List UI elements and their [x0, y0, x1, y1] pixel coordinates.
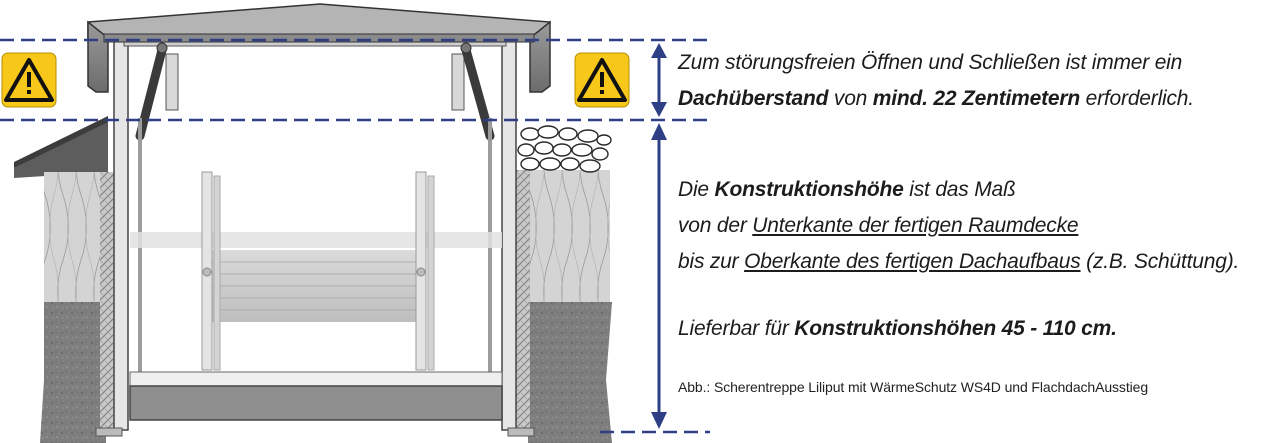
- left-wall-layer: [100, 172, 114, 434]
- bottom-frame-foot-left: [96, 428, 122, 436]
- right-frame-wall: [502, 38, 516, 430]
- bottom-frame-foot-right: [508, 428, 534, 436]
- left-gravel-base: [40, 302, 106, 443]
- note-overhang-line2: [678, 86, 1194, 112]
- scissor-stairs: [130, 172, 502, 370]
- figure-caption: Abb.: Scherentreppe Liliput mit WärmeSchutz WS4D und FlachdachAusstieg: [678, 379, 1149, 395]
- height-range-value: Konstruktionshöhen 45 - 110 cm.: [794, 317, 1117, 340]
- overhang-end-text: erforderlich.: [1080, 87, 1194, 110]
- right-gravel-base: [528, 302, 612, 443]
- overhang-min-value: mind. 22 Zentimetern: [872, 87, 1081, 110]
- right-gas-spring: [466, 50, 490, 136]
- arrow-down-overhang: [651, 102, 667, 117]
- right-insulation: [528, 170, 610, 302]
- left-insulation: [44, 172, 106, 302]
- note-height-availability: Lieferbar für Konstruktionshöhen 45 - 110 cm.: [678, 317, 1117, 340]
- right-roof-construction: [516, 126, 612, 443]
- hatch-cover-top: [88, 4, 550, 38]
- roof-top-edge-text: Oberkante des fertigen Dachaufbaus: [744, 250, 1081, 273]
- stair-rail-upper: [130, 232, 502, 248]
- arrow-up-overhang: [651, 43, 667, 58]
- arrow-up-height: [651, 123, 667, 140]
- dimension-arrows: [651, 43, 667, 429]
- warning-triangle-icon: [575, 53, 629, 107]
- left-bracket: [166, 54, 178, 110]
- right-pebble-fill: [518, 126, 611, 172]
- bottom-panel-light: [130, 372, 502, 386]
- insulated-bottom-panel: [96, 372, 534, 436]
- hinge-mechanism: [140, 43, 490, 372]
- overhang-mid-text: von: [828, 87, 873, 110]
- stair-post-right-b: [428, 176, 434, 370]
- note-height-line3: bis zur Oberkante des fertigen Dachaufbaus (z.B. Schüttung).: [678, 250, 1240, 273]
- right-wall-layer: [516, 170, 530, 434]
- note-height-line1: Die Konstruktionshöhe ist das Maß: [678, 178, 1016, 201]
- left-gas-spring: [140, 50, 162, 136]
- stair-post-left-b: [214, 176, 220, 370]
- arrow-down-height: [651, 412, 667, 429]
- construction-height-term: Konstruktionshöhe: [714, 178, 904, 201]
- overhang-term: Dachüberstand: [678, 87, 829, 110]
- note-overhang-line1: [678, 50, 1182, 76]
- warning-triangle-icon: [2, 53, 56, 107]
- left-frame-wall: [114, 38, 128, 430]
- ceiling-bottom-edge-text: Unterkante der fertigen Raumdecke: [752, 214, 1079, 237]
- bottom-panel-dark: [130, 386, 502, 420]
- note-height-line2: von der Unterkante der fertigen Raumdecke: [678, 214, 1079, 237]
- right-bracket: [452, 54, 464, 110]
- overhang-line1-text: Zum störungsfreien Öffnen und Schließen ist immer ein: [678, 51, 1183, 74]
- left-roof-construction: [14, 116, 114, 443]
